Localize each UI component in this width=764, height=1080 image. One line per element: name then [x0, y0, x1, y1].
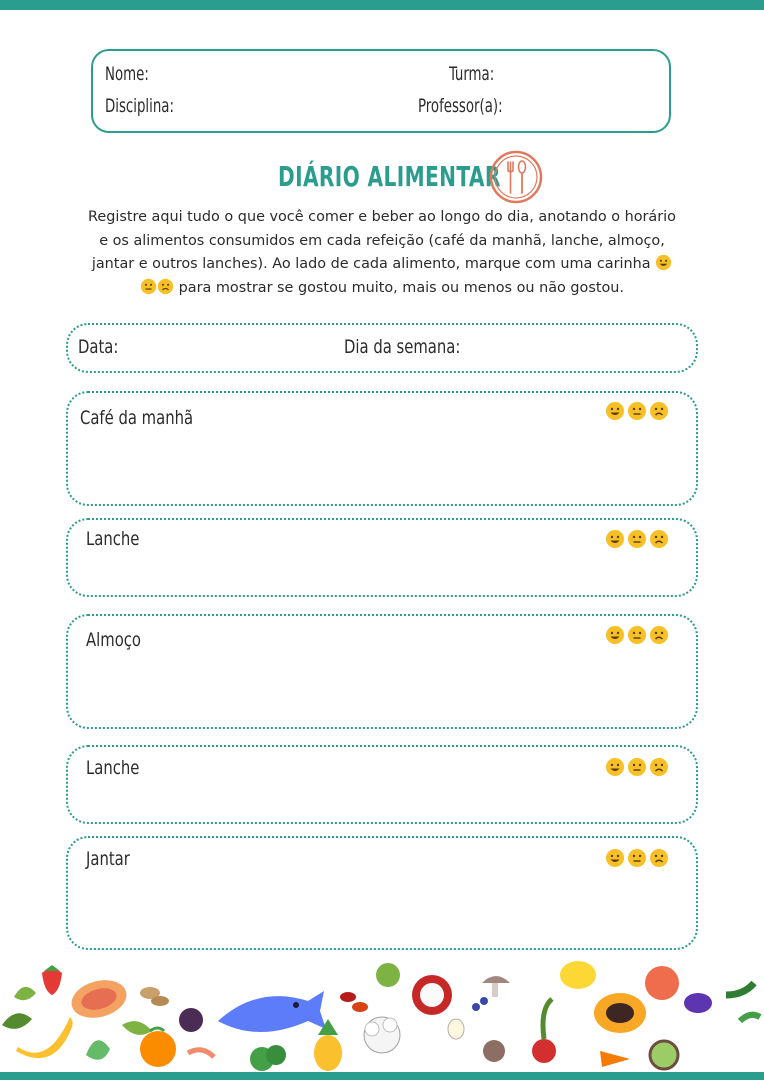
sad-face-icon[interactable] — [649, 625, 669, 645]
date-box[interactable] — [66, 323, 698, 373]
rating-faces — [605, 757, 669, 777]
meal-label: Lanche — [86, 757, 140, 779]
instructions-line-1: Registre aqui tudo o que você comer e beber ao longo do dia, anotando o horário — [88, 209, 676, 225]
meal-label: Almoço — [86, 629, 141, 651]
lettuce-icon — [86, 1040, 110, 1059]
sad-face-icon — [157, 278, 174, 295]
green-bean-icon — [726, 983, 754, 995]
neutral-face-icon[interactable] — [627, 625, 647, 645]
instructions-text — [50, 206, 714, 300]
meal-box-cafe[interactable] — [66, 391, 698, 506]
leaf-icon — [14, 987, 36, 1000]
meal-box-lanche-1[interactable] — [66, 518, 698, 597]
page-title: DIÁRIO ALIMENTAR — [278, 160, 501, 193]
instructions-line-4: para mostrar se gostou muito, mais ou menos ou não gostou. — [178, 279, 624, 296]
rating-faces — [605, 848, 669, 868]
data-label: Data: — [78, 336, 119, 358]
neutral-face-icon[interactable] — [627, 757, 647, 777]
meal-label: Café da manhã — [80, 407, 194, 429]
instructions-line-4-wrap — [50, 277, 714, 301]
pineapple-icon — [314, 1035, 342, 1071]
happy-face-icon[interactable] — [605, 757, 625, 777]
egg-icon — [448, 1019, 464, 1039]
mushroom-icon — [482, 976, 510, 983]
meal-label: Jantar — [86, 848, 130, 870]
turma-label: Turma: — [449, 63, 495, 85]
happy-face-icon[interactable] — [605, 848, 625, 868]
sad-face-icon[interactable] — [649, 757, 669, 777]
peach-icon — [645, 966, 679, 1000]
disciplina-label: Disciplina: — [105, 95, 174, 117]
happy-face-icon — [655, 254, 672, 271]
sad-face-icon[interactable] — [649, 848, 669, 868]
happy-face-icon[interactable] — [605, 529, 625, 549]
peas-icon — [122, 1021, 152, 1035]
professor-label: Professor(a): — [418, 95, 503, 117]
strawberry-icon — [42, 969, 62, 995]
carrot-icon — [600, 1051, 630, 1067]
sad-face-icon[interactable] — [649, 401, 669, 421]
spinach-icon — [376, 963, 400, 987]
rating-faces — [605, 625, 669, 645]
top-accent-bar — [0, 0, 764, 10]
nome-label: Nome: — [105, 63, 149, 85]
orange-icon — [140, 1031, 176, 1067]
bottom-accent-bar — [0, 1072, 764, 1080]
plum-icon — [179, 1008, 203, 1032]
sad-face-icon[interactable] — [649, 529, 669, 549]
neutral-face-icon[interactable] — [627, 401, 647, 421]
happy-face-icon[interactable] — [605, 625, 625, 645]
kiwi-icon — [650, 1041, 678, 1069]
student-info-box — [91, 49, 671, 133]
walnut-icon — [483, 1040, 505, 1062]
meal-label: Lanche — [86, 528, 140, 550]
radish-icon — [532, 1039, 556, 1063]
neutral-face-icon — [140, 278, 157, 295]
meal-box-lanche-2[interactable] — [66, 745, 698, 824]
meal-box-almoco[interactable] — [66, 614, 698, 729]
neutral-face-icon[interactable] — [627, 848, 647, 868]
food-illustration-strip — [0, 955, 764, 1072]
dia-semana-label: Dia da semana: — [344, 336, 461, 358]
lemon-icon — [560, 961, 596, 989]
blueberry-icon — [472, 1003, 480, 1011]
happy-face-icon[interactable] — [605, 401, 625, 421]
shrimp-icon — [188, 1050, 214, 1057]
rating-faces — [605, 401, 669, 421]
fish-icon — [218, 991, 326, 1032]
eggplant-icon — [684, 993, 712, 1013]
instructions-line-3: jantar e outros lanches). Ao lado de cada alimento, marque com uma carinha — [91, 256, 651, 272]
neutral-face-icon[interactable] — [627, 529, 647, 549]
rating-faces — [605, 529, 669, 549]
instructions-line-2: e os alimentos consumidos em cada refeição (café da manhã, lanche, almoço, — [99, 232, 665, 249]
leaf-icon — [2, 1013, 32, 1029]
fork-spoon-icon — [489, 150, 543, 204]
meal-box-jantar[interactable] — [66, 836, 698, 950]
bean-icon — [340, 992, 356, 1002]
title-row — [0, 152, 764, 202]
instructions-line-3-wrap — [50, 253, 714, 277]
